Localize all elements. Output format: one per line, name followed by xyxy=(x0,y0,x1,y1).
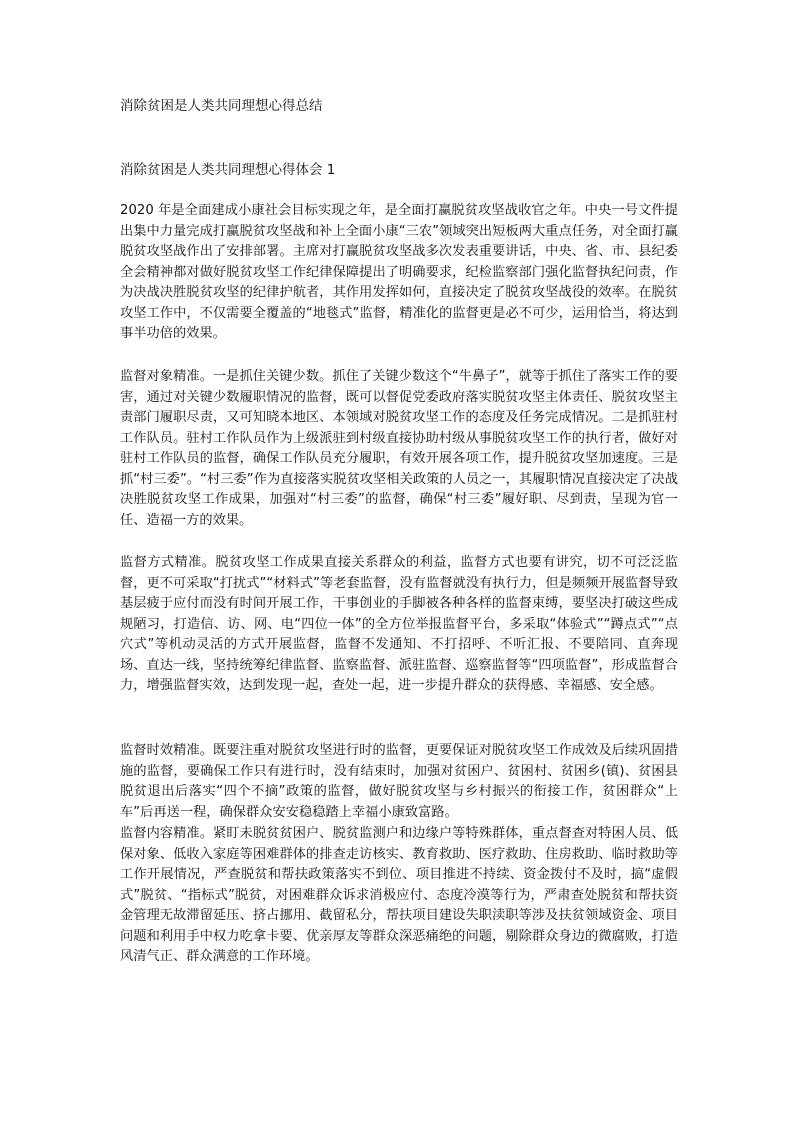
paragraph-intro: 2020 年是全面建成小康社会目标实现之年，是全面打赢脱贫攻坚战收官之年。中央一号文件提出集中力量完成打赢脱贫攻坚战和补上全面小康“三农”领域突出短板两大重点任务，对全面打赢脱贫攻坚战作出了安排部署。主席对打赢脱贫攻坚战多次发表重要讲话，中央、省、市、县纪委全会精神都对做好脱贫攻坚工作纪律保障提出了明确要求，纪检监察部门强化监督执纪问责，作为决战决胜脱贫攻坚的纪律护航者，其作用发挥如何，直接决定了脱贫攻坚战役的效率。在脱贫攻坚工作中，不仅需要全覆盖的“地毯式”监督，精准化的监督更是必不可少，运用恰当，将达到事半功倍的效果。 xyxy=(120,203,678,341)
document-title: 消除贫困是人类共同理想心得总结 xyxy=(120,98,323,114)
section-heading: 消除贫困是人类共同理想心得体会 1 xyxy=(120,162,336,178)
paragraph-supervision-methods: 监督方式精准。脱贫攻坚工作成果直接关系群众的利益，监督方式也要有讲究，切不可泛泛监督，更不可采取“打扰式”“材料式”等老套监督，没有监督就没有执行力，但是频频开展监督导致基层疲于应付而没有时间开展工作，干事创业的手脚被各种各样的监督束缚，要坚决打破这些成规陋习，打造信、访、网、电“四位一体”的全方位举报监督平台，多采取“体验式”“蹲点式”“点穴式”等机动灵活的方式开展监督，监督不发通知、不打招呼、不听汇报、不要陪同、直奔现场、直达一线，坚持统筹纪律监督、监察监督、派驻监督、巡察监督等“四项监督”，形成监督合力，增强监督实效，达到发现一起，查处一起，进一步提升群众的获得感、幸福感、安全感。 xyxy=(120,555,678,693)
paragraph-supervision-targets: 监督对象精准。一是抓住关键少数。抓住了关键少数这个“牛鼻子”，就等于抓住了落实工作的要害，通过对关键少数履职情况的监督，既可以督促党委政府落实脱贫攻坚主体责任、脱贫攻坚主责部门履职尽责，又可知晓本地区、本领域对脱贫攻坚工作的态度及任务完成情况。二是抓驻村工作队员。驻村工作队员作为上级派驻到村级直接协助村级从事脱贫攻坚工作的执行者，做好对驻村工作队员的监督，确保工作队员充分履职，有效开展各项工作，提升脱贫攻坚加速度。三是抓“村三委”。“村三委”作为直接落实脱贫攻坚相关政策的人员之一，其履职情况直接决定了决战决胜脱贫攻坚工作成果，加强对“村三委”的监督，确保“村三委”履好职、尽到责，呈现为官一任、造福一方的效果。 xyxy=(120,369,678,528)
paragraph-supervision-content: 监督内容精准。紧盯未脱贫贫困户、脱贫监测户和边缘户等特殊群体，重点督查对特困人员、低保对象、低收入家庭等困难群体的排查走访核实、教育救助、医疗救助、住房救助、临时救助等工作开展情况，严查脱贫和帮扶政策落实不到位、项目推进不持续、资金拨付不及时，搞“虚假式”脱贫、“指标式”脱贫，对困难群众诉求消极应付、态度冷漠等行为，严肃查处脱贫和帮扶资金管理无故滞留延压、挤占挪用、截留私分，帮扶项目建设失职渎职等涉及扶贫领域资金、项目问题和利用手中权力吃拿卡要、优亲厚友等群众深恶痛绝的问题，剔除群众身边的微腐败，打造风清气正、群众满意的工作环境。 xyxy=(120,826,678,964)
paragraph-supervision-timeliness: 监督时效精准。既要注重对脱贫攻坚进行时的监督，更要保证对脱贫攻坚工作成效及后续巩固措施的监督，要确保工作只有进行时，没有结束时，加强对贫困户、贫困村、贫困乡(镇)、贫困县脱贫退出后落实“四个不摘”政策的监督，做好脱贫攻坚与乡村振兴的衔接工作，贫困群众“上车”后再送一程，确保群众安安稳稳踏上幸福小康致富路。 xyxy=(120,743,678,820)
